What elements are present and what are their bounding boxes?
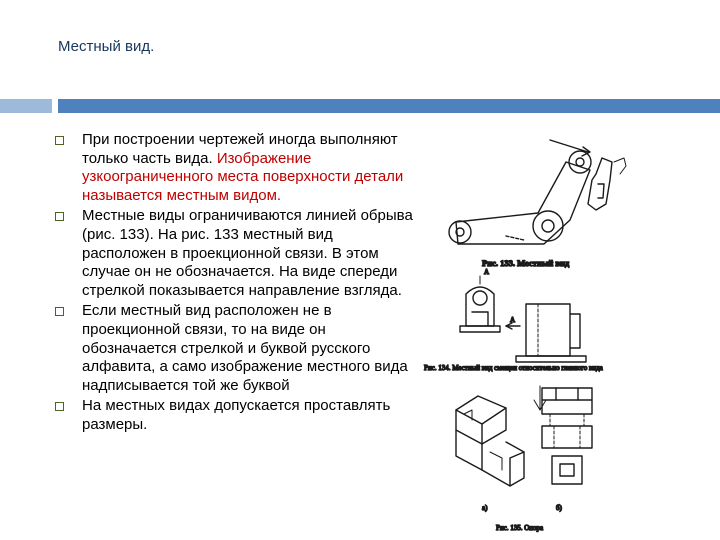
- title-divider-bar: [0, 99, 720, 113]
- bullet-item: [55, 397, 415, 434]
- slide-title: Местный вид.: [58, 38, 155, 55]
- bullet-text: При построении чертежей иногда выполняют только часть вида.: [82, 131, 398, 167]
- figure-135-label-b: б): [556, 504, 562, 512]
- bullet-item: [55, 302, 415, 395]
- divider-left-segment: [0, 99, 52, 113]
- figure-133-caption: Рис. 133. Местный вид: [482, 258, 570, 268]
- square-bullet-icon: [55, 307, 64, 316]
- divider-right-segment: [58, 99, 720, 113]
- figure-135-support-drawing: [456, 386, 592, 486]
- square-bullet-icon: [55, 136, 64, 145]
- bullet-item: [55, 131, 415, 205]
- bullet-text: Местные виды ограничиваются линией обрыва (рис. 133). На рис. 133 местный вид расположен в проекционной связи. В этом случае он не обозначается. На виде спереди стрелкой показывается направление взгляда.: [82, 207, 413, 299]
- figure-134-bracket-drawing: [460, 276, 586, 362]
- bullet-text: На местных видах допускается проставлять размеры.: [82, 397, 391, 433]
- figure-133-lever-drawing: [449, 140, 626, 244]
- bullet-item: [55, 207, 415, 300]
- bullet-text: Если местный вид расположен не в проекционной связи, то на виде он обозначается стрелкой и буквой русского алфавита, а само изображение местного вида надписывается той же буквой: [82, 302, 408, 394]
- bullet-highlight-text: Изображение узкоограниченного места поверхности детали называется местным видом.: [82, 149, 404, 204]
- figure-135-label-a: а): [482, 504, 488, 512]
- figure-135-caption: Рис. 135. Опора: [496, 524, 544, 532]
- square-bullet-icon: [55, 212, 64, 221]
- square-bullet-icon: [55, 402, 64, 411]
- technical-drawings: [420, 118, 720, 538]
- bullet-list: [55, 131, 415, 437]
- figure-134-caption: Рис. 134. Местный вид смещен относительно главного вида: [424, 364, 603, 372]
- figure-134-letter-side: А: [510, 316, 516, 324]
- figure-134-letter-top: А: [484, 268, 490, 276]
